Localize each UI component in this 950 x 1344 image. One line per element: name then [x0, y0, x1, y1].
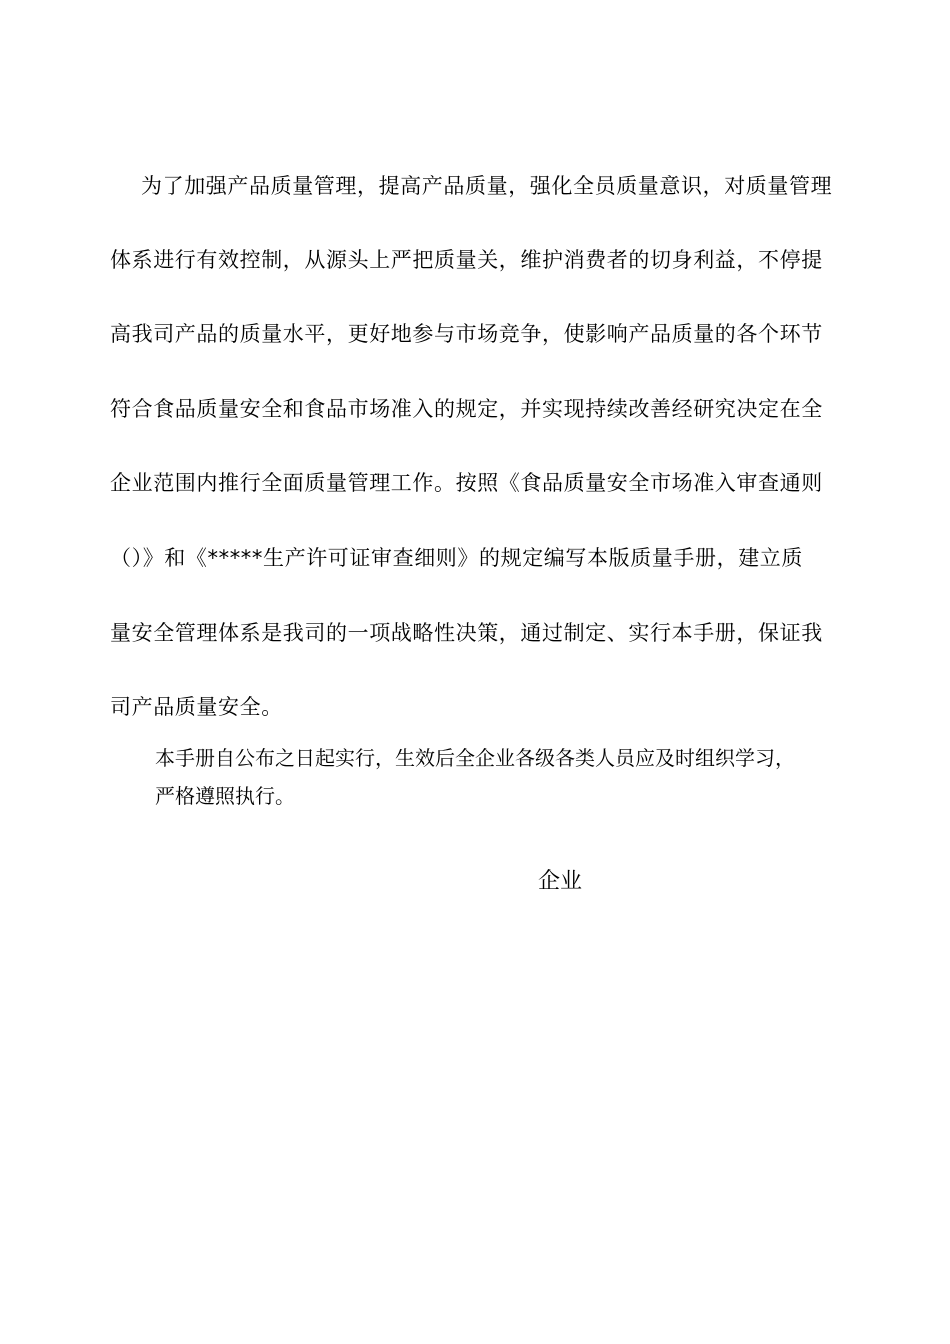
- main-paragraph-line-7: 量安全管理体系是我司的一项战略性决策，通过制定、实行本手册，保证我: [110, 621, 823, 645]
- main-paragraph-line-5: 企业范围内推行全面质量管理工作。按照《食品质量安全市场准入审查通则: [110, 471, 823, 495]
- signature: 企业: [538, 869, 583, 894]
- main-paragraph-line-2: 体系进行有效控制，从源头上严把质量关，维护消费者的切身利益，不停提: [110, 248, 823, 272]
- note-paragraph: [0, 740, 950, 820]
- main-paragraph-line-6: （）》和《*****生产许可证审查细则》的规定编写本版质量手册，建立质: [110, 546, 803, 570]
- main-paragraph-line-1: 为了加强产品质量管理，提高产品质量，强化全员质量意识，对质量管理: [141, 174, 833, 198]
- main-paragraph-line-8: 司产品质量安全。: [110, 695, 283, 719]
- note-paragraph-line-1: 本手册自公布之日起实行，生效后全企业各级各类人员应及时组织学习，: [155, 746, 795, 770]
- main-paragraph-line-3: 高我司产品的质量水平，更好地参与市场竞争，使影响产品质量的各个环节: [110, 322, 823, 346]
- main-paragraph-line-4: 符合食品质量安全和食品市场准入的规定，并实现持续改善经研究决定在全: [110, 397, 823, 421]
- note-paragraph-line-2: 严格遵照执行。: [155, 784, 295, 808]
